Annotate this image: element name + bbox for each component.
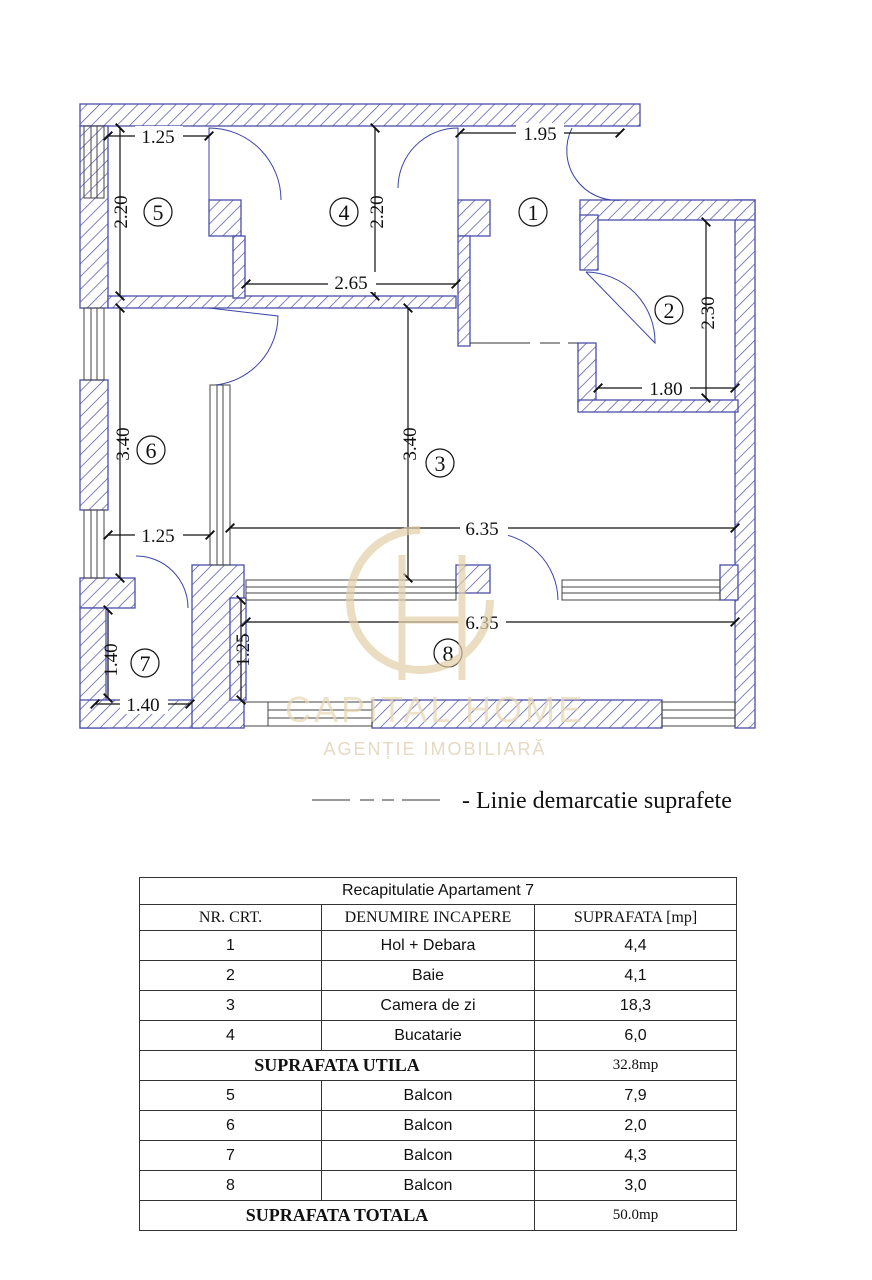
- header-area: SUPRAFATA [mp]: [535, 905, 737, 931]
- area-summary-table: [139, 877, 737, 1231]
- door-bath: [586, 272, 655, 343]
- dim-5-width: 1.25: [141, 127, 175, 148]
- room-label-6: [137, 436, 165, 464]
- cell-nr: 7: [140, 1141, 322, 1171]
- svg-text:8: 8: [442, 641, 454, 666]
- railing-6-3: [210, 385, 230, 565]
- subtotal-row: [140, 1051, 737, 1081]
- wall-col-4-1: [458, 236, 470, 346]
- window-left-6: [84, 308, 104, 380]
- wall-partition-horiz: [108, 296, 456, 308]
- wall-bath-bottom: [578, 400, 738, 412]
- total-value: 50.0mp: [535, 1201, 737, 1231]
- legend-label: - Linie demarcatie suprafete: [462, 788, 732, 814]
- wall-stub-4-1: [458, 200, 490, 236]
- cell-nr: 4: [140, 1021, 322, 1051]
- table-row: [140, 1111, 737, 1141]
- wall-bath-left: [580, 215, 598, 270]
- dim-7-width: 1.40: [126, 695, 160, 716]
- dim-3-height: 3.40: [400, 427, 421, 461]
- cell-area: 18,3: [535, 991, 737, 1021]
- dim-2-height: 2.30: [698, 296, 719, 330]
- cell-name: Balcon: [322, 1141, 535, 1171]
- header-name: DENUMIRE INCAPERE: [322, 905, 535, 931]
- cell-nr: 1: [140, 931, 322, 961]
- dim-4-width: 2.65: [334, 273, 368, 294]
- door-balcony: [490, 533, 558, 600]
- wall-col-5-4: [233, 236, 245, 298]
- wall-post-8: [720, 565, 738, 600]
- wall-left-lower: [80, 578, 135, 608]
- railing-bottom-right: [662, 702, 735, 726]
- wall-left-mid: [80, 380, 108, 510]
- cell-nr: 2: [140, 961, 322, 991]
- window-left-6b: [84, 510, 104, 578]
- cell-area: 4,4: [535, 931, 737, 961]
- svg-text:4: 4: [338, 200, 350, 225]
- table-row: [140, 961, 737, 991]
- svg-text:5: 5: [152, 200, 164, 225]
- dim-3-width: 6.35: [465, 519, 499, 540]
- cell-name: Bucatarie: [322, 1021, 535, 1051]
- header-nr: NR. CRT.: [140, 905, 322, 931]
- cell-nr: 6: [140, 1111, 322, 1141]
- cell-area: 4,3: [535, 1141, 737, 1171]
- dim-2-width: 1.80: [649, 379, 683, 400]
- table-header-row: [140, 905, 737, 931]
- cell-name: Baie: [322, 961, 535, 991]
- total-label: SUPRAFATA TOTALA: [140, 1201, 535, 1231]
- dim-8-width: 6.35: [465, 613, 499, 634]
- dim-6-height: 3.40: [113, 427, 134, 461]
- door-entry: [567, 128, 622, 200]
- walls: [80, 104, 755, 728]
- cell-name: Camera de zi: [322, 991, 535, 1021]
- dim-4-height: 2.20: [367, 195, 388, 229]
- cell-area: 6,0: [535, 1021, 737, 1051]
- dim-1-width: 1.95: [523, 124, 557, 145]
- wall-top: [80, 104, 640, 126]
- cell-area: 2,0: [535, 1111, 737, 1141]
- cell-name: Balcon: [322, 1111, 535, 1141]
- door-4: [398, 128, 458, 200]
- room-label-1: [519, 198, 547, 226]
- watermark: [285, 530, 585, 759]
- cell-nr: 8: [140, 1171, 322, 1201]
- door-7: [136, 556, 188, 608]
- window-balcony-right: [562, 580, 720, 600]
- table-title: Recapitulatie Apartament 7: [140, 878, 737, 905]
- subtotal-label: SUPRAFATA UTILA: [140, 1051, 535, 1081]
- door-6: [209, 308, 278, 385]
- cell-name: Balcon: [322, 1081, 535, 1111]
- table-row: [140, 1021, 737, 1051]
- dim-8-height: 1.25: [233, 633, 254, 667]
- watermark-tagline: AGENȚIE IMOBILIARĂ: [323, 739, 547, 759]
- table-row: [140, 1141, 737, 1171]
- room-label-5: [144, 198, 172, 226]
- dim-6-width: 1.25: [141, 526, 175, 547]
- wall-bath-left2: [578, 343, 596, 408]
- dim-5-height: 2.20: [111, 195, 132, 229]
- wall-bath-top: [580, 200, 755, 220]
- table-row: [140, 931, 737, 961]
- cell-nr: 5: [140, 1081, 322, 1111]
- table-row: [140, 1081, 737, 1111]
- svg-text:6: 6: [145, 438, 157, 463]
- door-5: [209, 128, 281, 200]
- room-label-2: [655, 296, 683, 324]
- cell-nr: 3: [140, 991, 322, 1021]
- cell-area: 7,9: [535, 1081, 737, 1111]
- cell-area: 3,0: [535, 1171, 737, 1201]
- wall-stub-5-4: [209, 200, 241, 236]
- table-row: [140, 1171, 737, 1201]
- svg-text:7: 7: [139, 651, 151, 676]
- room-label-3: [426, 449, 454, 477]
- total-row: [140, 1201, 737, 1231]
- cell-name: Hol + Debara: [322, 931, 535, 961]
- room-label-4: [330, 198, 358, 226]
- room-label-7: [131, 649, 159, 677]
- svg-text:3: 3: [434, 451, 446, 476]
- table-row: [140, 991, 737, 1021]
- cell-area: 4,1: [535, 961, 737, 991]
- wall-right: [735, 200, 755, 728]
- legend: [312, 788, 732, 814]
- dim-7-height: 1.40: [101, 643, 122, 677]
- watermark-brand: CAPITAL HOME: [284, 689, 586, 730]
- svg-text:1: 1: [527, 200, 539, 225]
- subtotal-value: 32.8mp: [535, 1051, 737, 1081]
- svg-text:2: 2: [663, 298, 675, 323]
- cell-name: Balcon: [322, 1171, 535, 1201]
